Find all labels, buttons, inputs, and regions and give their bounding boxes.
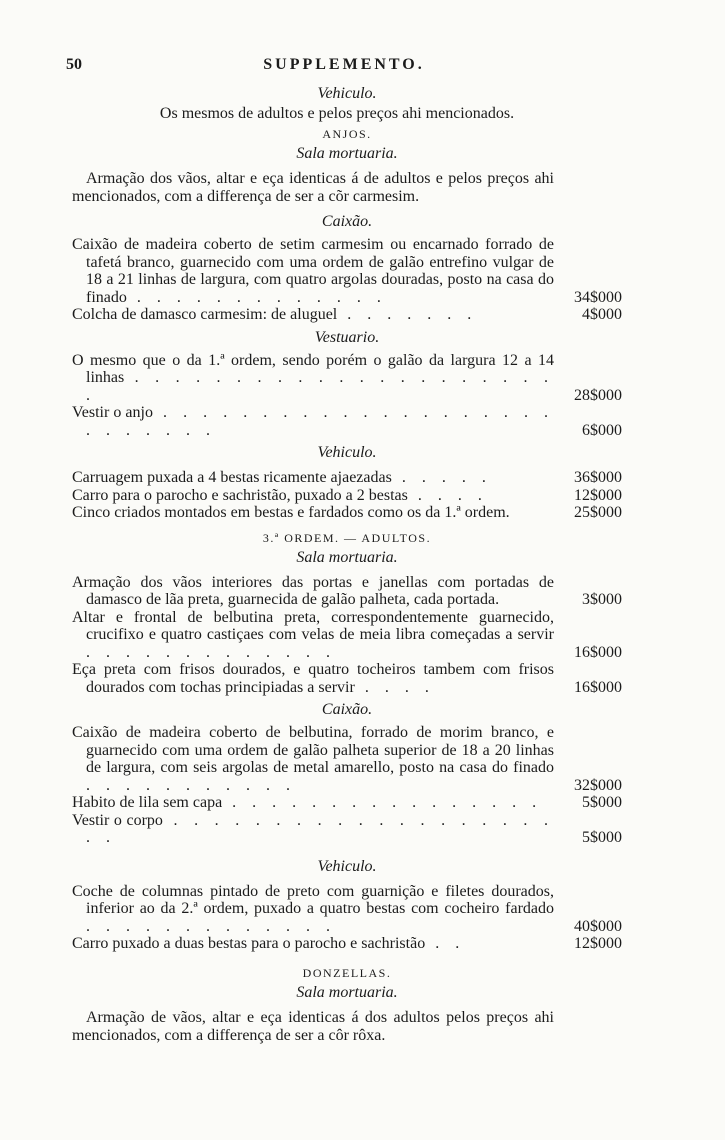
entry-text: Carruagem puxada a 4 bestas ricamente ajaezadas (72, 469, 392, 486)
section-heading: Vehiculo. (317, 857, 377, 875)
price-entry: Carro puxado a duas bestas para o parocho e sachristão . . 12$000 (72, 935, 622, 952)
section-heading: Sala mortuaria. (296, 145, 398, 162)
paragraph: Os mesmos de adultos e pelos preços ahi mencionados. (159, 105, 515, 122)
running-title: SUPPLEMENTO. (263, 56, 425, 73)
page-number: 50 (66, 56, 82, 73)
entry-text: Carro para o parocho e sachristão, puxado a 2 bestas (72, 486, 408, 504)
price-entry: Carro para o parocho e sachristão, puxado a 2 bestas . . . . 12$000 (72, 486, 622, 504)
section-heading: Sala mortuaria. (296, 983, 398, 1001)
price-entry: Colcha de damasco carmesim: de aluguel . . . . . . . 4$000 (72, 306, 622, 323)
entry-price: 40$000 (574, 917, 622, 935)
entry-text: Caixão de madeira coberto de setim carmesim ou encarnado forrado de tafetá branco, guarnecido com uma ordem de galão entrefino vulgar de 18 a 21 linhas de largura, com quatro argolas douradas, posto na casa do finado (72, 236, 554, 306)
price-entry (72, 574, 622, 609)
category-heading: 3.ª ORDEM. — ADULTOS. (262, 530, 432, 545)
section-heading: Vehiculo. (317, 85, 377, 102)
price-entry: Altar e frontal de belbutina preta, correspondentemente guarnecido, crucifixo e quatro castiçaes com velas de meia libra começadas a servir . . . . . . . . . . . . . 16$000 (72, 608, 622, 661)
entry-price: 6$000 (582, 421, 622, 439)
entry-price: 25$000 (574, 504, 622, 521)
entry-text: Cinco criados montados em bestas e fardados como os da 1.ª ordem. (72, 504, 510, 521)
entry-text: Habito de lila sem capa (72, 794, 223, 811)
entry-price: 16$000 (574, 643, 622, 661)
category-heading: DONZELLAS. (302, 965, 392, 980)
entry-price: 3$000 (582, 591, 622, 608)
price-entry: Eça preta com frisos dourados, e quatro tocheiros tambem com frisos dourados com tochas principiadas a servir . . . . 16$000 (72, 661, 622, 696)
paragraph: Armação de vãos, altar e eça identicas á dos adultos pelos preços ahi mencionados, com a differença de ser a côr rôxa. (72, 1008, 554, 1044)
page-header (66, 56, 622, 78)
entry-text: Eça preta com frisos dourados, e quatro tocheiros tambem com frisos dourados com tochas principiadas a servir (72, 661, 554, 696)
entry-text: Altar e frontal de belbutina preta, correspondentemente guarnecido, crucifixo e quatro castiçaes com velas de meia libra começadas a servir (72, 608, 554, 643)
entry-price: 4$000 (582, 306, 622, 323)
price-entry (72, 504, 622, 522)
entry-text: Colcha de damasco carmesim: de aluguel (72, 306, 338, 323)
entry-price: 5$000 (582, 794, 622, 811)
entry-price: 36$000 (574, 469, 622, 486)
category-heading: ANJOS. (322, 127, 372, 141)
price-entry: Caixão de madeira coberto de setim carmesim ou encarnado forrado de tafetá branco, guarnecido com uma ordem de galão entrefino vulgar de 18 a 21 linhas de largura, com quatro argolas douradas, posto na casa do finado . . . . . . . . . . . . . 34$000 (72, 236, 622, 306)
section-heading: Sala mortuaria. (296, 548, 398, 566)
section-heading: Caixão. (321, 701, 373, 718)
entry-text: Coche de columnas pintado de preto com guarnição e filetes dourados, inferior ao da 2.ª ordem, puxado a quatro bestas com cocheiro fardado (72, 882, 554, 917)
section-heading: Vehiculo. (317, 444, 377, 461)
entry-price: 16$000 (574, 678, 622, 696)
entry-price: 34$000 (574, 288, 622, 306)
price-entry: O mesmo que o da 1.ª ordem, sendo porém o galão da largura 12 a 14 linhas . . . . . . . . . . . . . . . . . . . . . . 28$000 (72, 351, 622, 404)
entry-price: 28$000 (574, 386, 622, 404)
entry-price: 32$000 (574, 776, 622, 794)
price-entry: Carruagem puxada a 4 bestas ricamente ajaezadas . . . . . 36$000 (72, 469, 622, 486)
entry-text: Caixão de madeira coberto de belbutina, forrado de morim branco, e guarnecido com uma ordem de galão palheta superior de 18 a 20 linhas de largura, com seis argolas de metal amarello, posto na casa do finado (72, 724, 554, 776)
entry-text: Armação dos vãos interiores das portas e janellas com portadas de damasco de lãa preta, guarnecida de galão palheta, cada portada. (72, 573, 554, 608)
paragraph: Armação dos vãos, altar e eça identicas á de adultos e pelos preços ahi mencionados, com a differença de ser a cõr carmesim. (72, 170, 554, 205)
entry-price: 5$000 (582, 829, 622, 846)
entry-price: 12$000 (574, 486, 622, 504)
price-entry: Habito de lila sem capa . . . . . . . . . . . . . . . . 5$000 (72, 794, 622, 811)
price-entry: Caixão de madeira coberto de belbutina, forrado de morim branco, e guarnecido com uma ordem de galão palheta superior de 18 a 20 linhas de largura, com seis argolas de metal amarello, posto na casa do finado . . . . . . . . . . . 32$000 (72, 724, 622, 794)
entry-text: O mesmo que o da 1.ª ordem, sendo porém o galão da largura 12 a 14 linhas (72, 351, 554, 386)
section-heading: Caixão. (321, 213, 373, 230)
price-entry: Coche de columnas pintado de preto com guarnição e filetes dourados, inferior ao da 2.ª ordem, puxado a quatro bestas com cocheiro fardado . . . . . . . . . . . . . 40$000 (72, 882, 622, 935)
entry-price: 12$000 (574, 935, 622, 952)
entry-text: Carro puxado a duas bestas para o parocho e sachristão (72, 935, 426, 952)
section-heading: Vestuario. (314, 328, 380, 346)
entry-text: Vestir o anjo (72, 404, 153, 421)
page-body (72, 84, 622, 1045)
price-entry: Vestir o anjo . . . . . . . . . . . . . . . . . . . . . . . . . . . 6$000 (72, 404, 622, 439)
entry-text: Vestir o corpo (72, 811, 163, 829)
price-entry: Vestir o corpo . . . . . . . . . . . . . . . . . . . . . 5$000 (72, 811, 622, 846)
